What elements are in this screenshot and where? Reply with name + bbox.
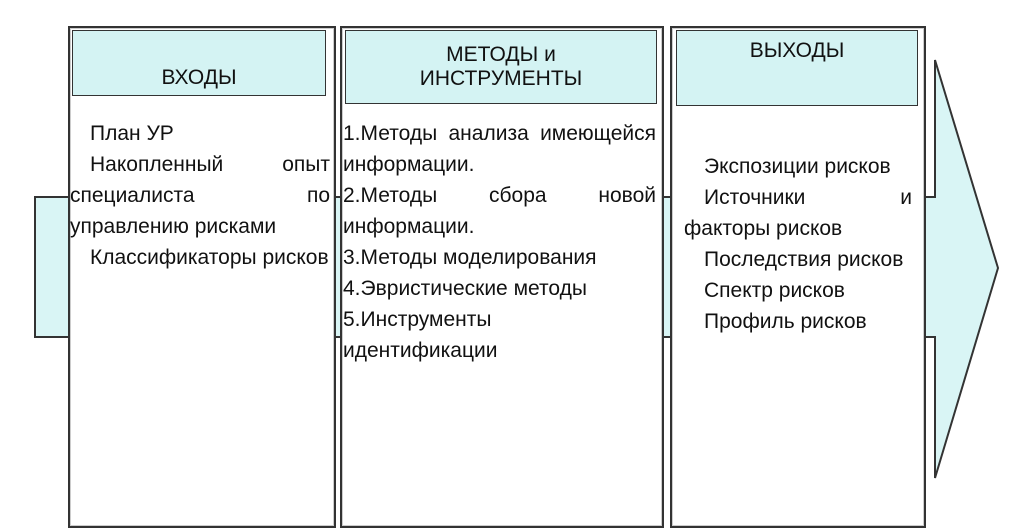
methods-item-analysis: 1.Методы анализа имеющейся информации. <box>343 122 656 176</box>
methods-body <box>343 118 656 366</box>
methods-header <box>345 30 657 104</box>
inputs-item-classifiers: Классификаторы рисков <box>90 246 329 269</box>
methods-item-heuristic: 4.Эвристические методы <box>343 277 587 300</box>
methods-item-collection: 2.Методы сбора новой информации. <box>343 184 656 238</box>
outputs-body <box>684 151 912 337</box>
outputs-item-sources: Источники и факторы рисков <box>684 186 912 240</box>
inputs-title: ВХОДЫ <box>161 66 237 89</box>
inputs-column <box>68 26 336 528</box>
methods-item-tools: 5.Инструменты идентификации <box>343 308 498 362</box>
inputs-item-plan: План УР <box>90 122 174 145</box>
inputs-body <box>70 118 330 273</box>
methods-title-line1: МЕТОДЫ и <box>446 43 556 66</box>
inputs-item-experience: Накопленный опыт специалиста по управлению рисками <box>70 153 330 238</box>
methods-title-line2: ИНСТРУМЕНТЫ <box>419 67 583 90</box>
outputs-item-profile: Профиль рисков <box>704 310 867 333</box>
outputs-title: ВЫХОДЫ <box>749 39 845 62</box>
inputs-header <box>72 30 326 96</box>
methods-item-modeling: 3.Методы моделирования <box>343 246 597 269</box>
outputs-item-consequences: Последствия рисков <box>704 248 904 271</box>
outputs-header <box>676 30 918 106</box>
outputs-item-spectrum: Спектр рисков <box>704 279 845 302</box>
outputs-item-exposure: Экспозиции рисков <box>704 155 891 178</box>
